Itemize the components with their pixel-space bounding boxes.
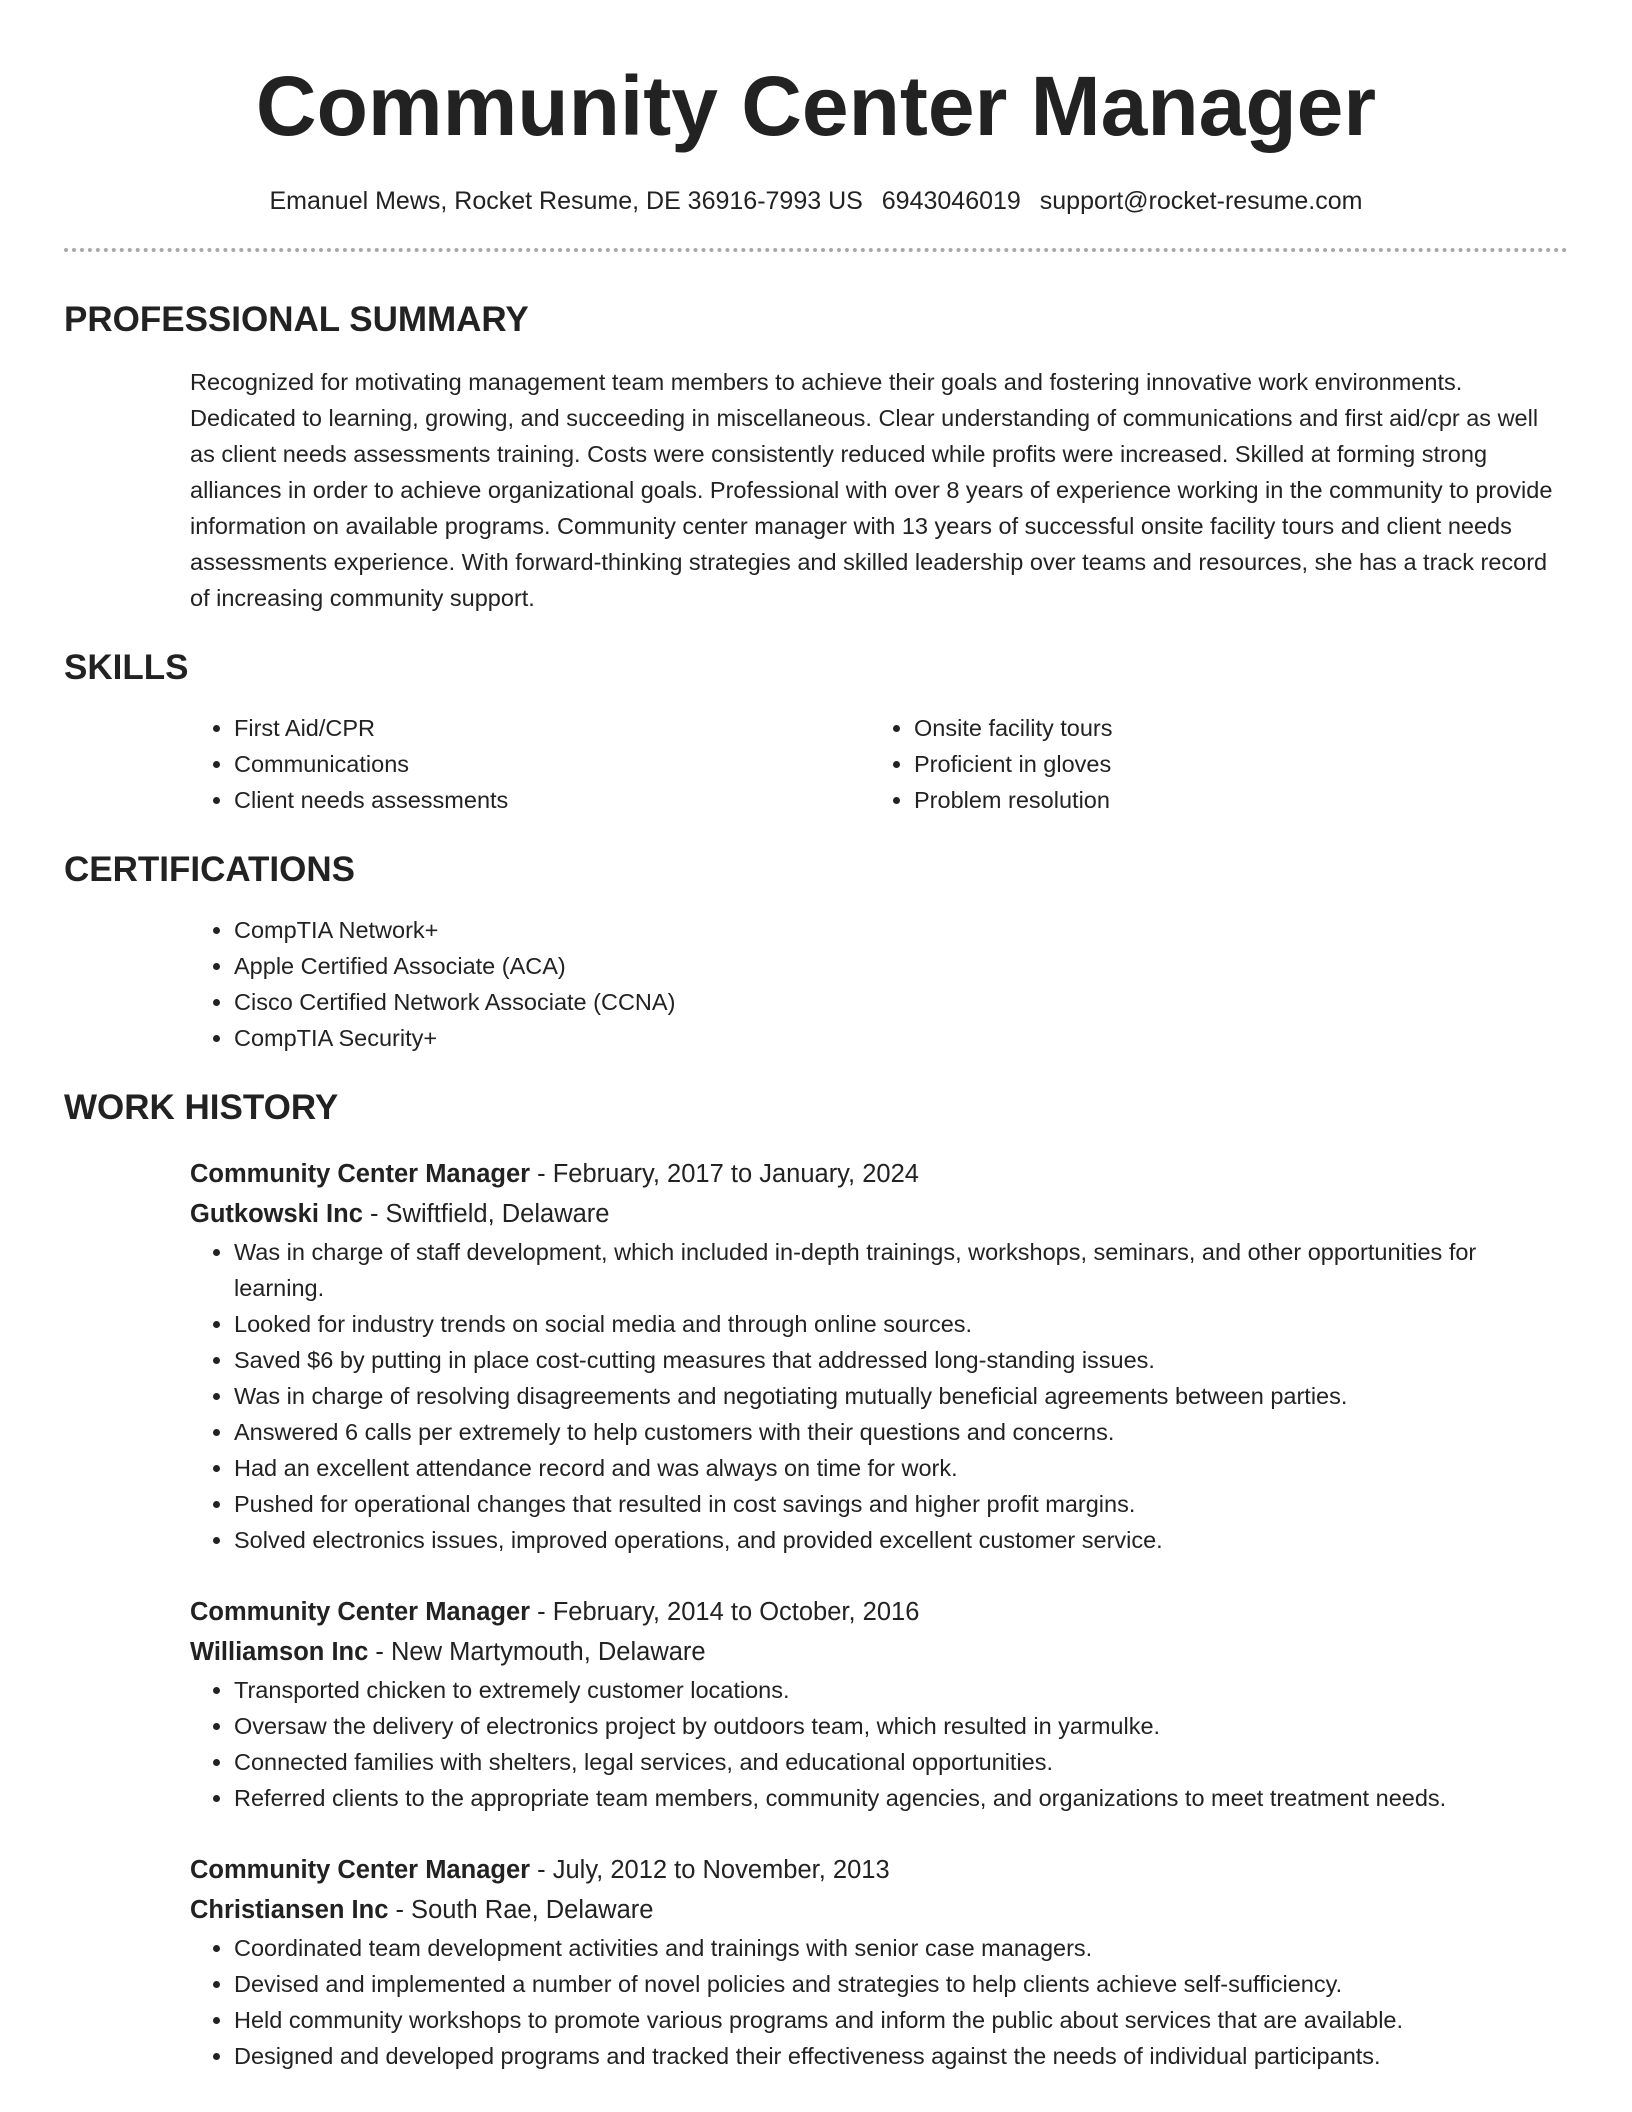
job-entry <box>190 1592 1568 1816</box>
contact-phone: 6943046019 <box>881 187 1021 215</box>
job-title-line <box>190 1592 1568 1632</box>
job-bullet: • Was in charge of staff development, which included in-depth trainings, workshops, seminars, and other opportunities for learning. <box>234 1234 1568 1306</box>
skill-item: • Proficient in gloves <box>914 746 1550 782</box>
skill-item: • Communications <box>234 746 870 782</box>
job-bullet: • Held community workshops to promote various programs and inform the public about services that are available. <box>234 2002 1568 2038</box>
job-bullet: • Pushed for operational changes that resulted in cost savings and higher profit margins. <box>234 1486 1568 1522</box>
job-company: Williamson Inc <box>190 1638 369 1666</box>
job-location: - South Rae, Delaware <box>395 1896 654 1924</box>
skill-item: • Problem resolution <box>914 782 1550 818</box>
certification-item: • CompTIA Network+ <box>234 912 1568 948</box>
certification-item: • Apple Certified Associate (ACA) <box>234 948 1568 984</box>
certification-item: • Cisco Certified Network Associate (CCNA) <box>234 984 1568 1020</box>
job-entry <box>190 1154 1568 1558</box>
resume-title: Community Center Manager <box>255 59 1377 153</box>
job-dates: - July, 2012 to November, 2013 <box>537 1856 890 1884</box>
job-bullet: • Had an excellent attendance record and was always on time for work. <box>234 1450 1568 1486</box>
job-company: Christiansen Inc <box>190 1896 389 1924</box>
job-title: Community Center Manager <box>190 1160 531 1188</box>
skill-item: • First Aid/CPR <box>234 710 870 746</box>
certifications-bullets <box>190 912 1568 1056</box>
job-bullets <box>190 1234 1568 1558</box>
section-title-work-history: WORK HISTORY <box>64 1088 339 1127</box>
job-entry <box>190 1850 1568 2074</box>
job-location: - New Martymouth, Delaware <box>375 1638 706 1666</box>
job-bullet: • Saved $6 by putting in place cost-cutting measures that addressed long-standing issues. <box>234 1342 1568 1378</box>
skills-column-right <box>870 710 1550 818</box>
contact-email: support@rocket-resume.com <box>1039 187 1363 215</box>
section-title-summary: PROFESSIONAL SUMMARY <box>64 300 529 339</box>
job-dates: - February, 2014 to October, 2016 <box>537 1598 920 1626</box>
job-bullets <box>190 1930 1568 2074</box>
job-bullet: • Coordinated team development activities and trainings with senior case managers. <box>234 1930 1568 1966</box>
job-title: Community Center Manager <box>190 1598 531 1626</box>
skill-item: • Client needs assessments <box>234 782 870 818</box>
summary-text: Recognized for motivating management team members to achieve their goals and fostering innovative work environments. Dedicated to learning, growing, and succeeding in miscellaneous. Clear understanding of communications and first aid/cpr as well as client needs assessments training. Costs were consistently reduced while profits were increased. Skilled at forming strong alliances in order to achieve organizational goals. Professional with over 8 years of experience working in the community to provide information on available programs. Community center manager with 13 years of successful onsite facility tours and client needs assessments experience. With forward-thinking strategies and skilled leadership over teams and resources, she has a track record of increasing community support. <box>190 369 1553 611</box>
skills-list-left <box>190 710 870 818</box>
job-company-line <box>190 1890 1568 1930</box>
job-title-line <box>190 1850 1568 1890</box>
contact-address: Emanuel Mews, Rocket Resume, DE 36916-7993 US <box>269 187 863 215</box>
job-bullet: • Solved electronics issues, improved operations, and provided excellent customer service. <box>234 1522 1568 1558</box>
job-dates: - February, 2017 to January, 2024 <box>537 1160 919 1188</box>
header-divider <box>64 248 1568 252</box>
section-title-certifications: CERTIFICATIONS <box>64 850 356 889</box>
skills-column-left <box>190 710 870 818</box>
contact-line <box>64 184 1568 218</box>
job-bullet: • Was in charge of resolving disagreements and negotiating mutually beneficial agreements between parties. <box>234 1378 1568 1414</box>
skill-item: • Onsite facility tours <box>914 710 1550 746</box>
job-title: Community Center Manager <box>190 1856 531 1884</box>
job-bullet: • Oversaw the delivery of electronics project by outdoors team, which resulted in yarmulke. <box>234 1708 1568 1744</box>
section-title-skills: SKILLS <box>64 648 189 687</box>
job-title-line <box>190 1154 1568 1194</box>
job-company-line <box>190 1632 1568 1672</box>
job-company-line <box>190 1194 1568 1234</box>
job-bullet: • Transported chicken to extremely customer locations. <box>234 1672 1568 1708</box>
certification-item: • CompTIA Security+ <box>234 1020 1568 1056</box>
skills-list-right <box>870 710 1550 818</box>
job-location: - Swiftfield, Delaware <box>369 1200 610 1228</box>
job-bullet: • Looked for industry trends on social media and through online sources. <box>234 1306 1568 1342</box>
certifications-list <box>190 912 1568 1056</box>
job-bullet: • Connected families with shelters, legal services, and educational opportunities. <box>234 1744 1568 1780</box>
job-bullets <box>190 1672 1568 1816</box>
skills-grid <box>190 710 1568 818</box>
job-company: Gutkowski Inc <box>190 1200 363 1228</box>
job-bullet: • Referred clients to the appropriate team members, community agencies, and organizations to meet treatment needs. <box>234 1780 1568 1816</box>
job-bullet: • Designed and developed programs and tracked their effectiveness against the needs of individual participants. <box>234 2038 1568 2074</box>
job-bullet: • Answered 6 calls per extremely to help customers with their questions and concerns. <box>234 1414 1568 1450</box>
job-bullet: • Devised and implemented a number of novel policies and strategies to help clients achieve self-sufficiency. <box>234 1966 1568 2002</box>
